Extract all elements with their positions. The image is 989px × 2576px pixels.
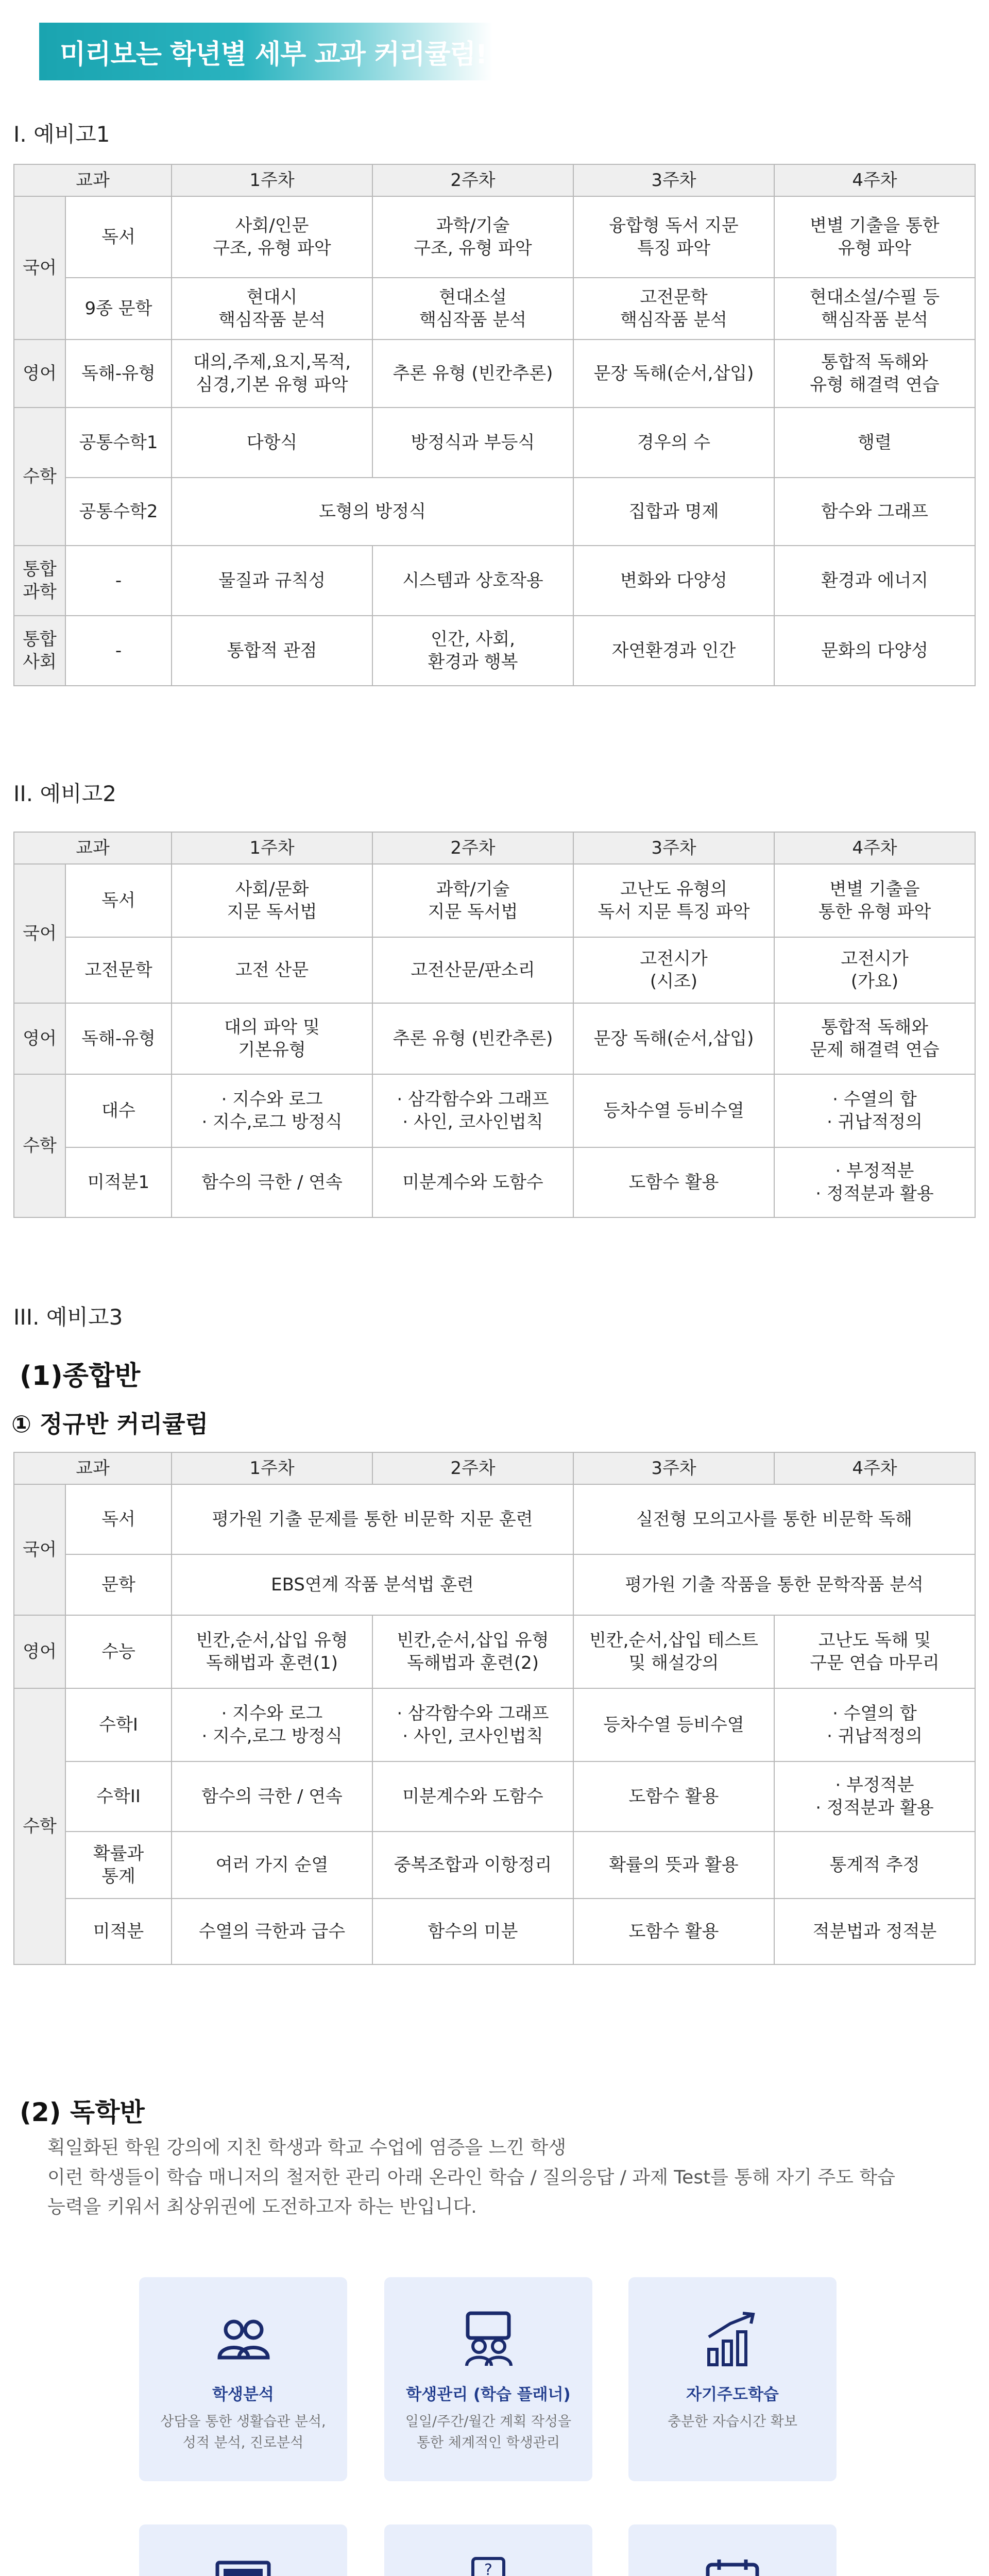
week-cell: 대의 파악 및 기본유형 bbox=[172, 1003, 372, 1074]
feature-card-title: 자기주도학습 bbox=[686, 2385, 779, 2404]
table-row bbox=[14, 1899, 975, 1964]
section-title-grade3: III. 예비고3 bbox=[13, 1304, 123, 1330]
week-cell: 함수의 극한 / 연속 bbox=[172, 1147, 372, 1217]
column-header: 2주차 bbox=[372, 164, 573, 196]
week-cell: 다항식 bbox=[172, 408, 372, 478]
week-cell: 사회/문화 지문 독서법 bbox=[172, 864, 372, 937]
svg-text:?: ? bbox=[484, 2561, 492, 2576]
sub-subject: - bbox=[65, 546, 172, 616]
curriculum-table-grade2 bbox=[13, 832, 976, 1218]
week-cell: 변별 기출을 통한 유형 파악 bbox=[774, 864, 975, 937]
week-cell: 고난도 독해 및 구문 연습 마무리 bbox=[774, 1615, 975, 1688]
sub-subject: 미적분1 bbox=[65, 1147, 172, 1217]
sub-subject: 독해-유형 bbox=[65, 1003, 172, 1074]
week-cell: 통합적 독해와 문제 해결력 연습 bbox=[774, 1003, 975, 1074]
week-cell: · 삼각함수와 그래프 · 사인, 코사인법칙 bbox=[372, 1074, 573, 1147]
column-header: 3주차 bbox=[573, 1452, 774, 1484]
table-row bbox=[14, 546, 975, 616]
week-cell: 문장 독해(순서,삽입) bbox=[573, 340, 774, 408]
week-cell: 추론 유형 (빈칸추론) bbox=[372, 1003, 573, 1074]
week-cell: 문장 독해(순서,삽입) bbox=[573, 1003, 774, 1074]
week-cell: 행렬 bbox=[774, 408, 975, 478]
week-cell: · 수열의 합 · 귀납적정의 bbox=[774, 1688, 975, 1761]
feature-card-desc: 충분한 자습시간 확보 bbox=[668, 2414, 797, 2430]
feature-card-desc: 상담을 통한 생활습관 분석, 성적 분석, 진로분석 bbox=[160, 2414, 326, 2451]
subject-group: 통합 과학 bbox=[14, 546, 65, 616]
feature-card bbox=[628, 2524, 837, 2576]
week-cell: 통계적 추정 bbox=[774, 1832, 975, 1899]
column-header: 4주차 bbox=[774, 832, 975, 864]
subject-group: 국어 bbox=[14, 1484, 65, 1615]
sub-subject: 수능 bbox=[65, 1615, 172, 1688]
sub-subject: 확률과 통계 bbox=[65, 1832, 172, 1899]
week-cell: 과학/기술 구조, 유형 파악 bbox=[372, 196, 573, 278]
column-header: 3주차 bbox=[573, 832, 774, 864]
week-cell: 통합적 독해와 유형 해결력 연습 bbox=[774, 340, 975, 408]
column-header: 4주차 bbox=[774, 1452, 975, 1484]
table-row bbox=[14, 616, 975, 686]
table-row bbox=[14, 1074, 975, 1147]
week-cell: 경우의 수 bbox=[573, 408, 774, 478]
table-row bbox=[14, 937, 975, 1003]
table-row bbox=[14, 864, 975, 937]
week-cell: 현대소설 핵심작품 분석 bbox=[372, 278, 573, 340]
monitor-icon bbox=[212, 2555, 274, 2576]
table-row bbox=[14, 1003, 975, 1074]
section-title-grade2: II. 예비고2 bbox=[13, 781, 116, 806]
column-header: 1주차 bbox=[172, 164, 372, 196]
feature-card bbox=[384, 2277, 592, 2481]
week-cell: · 삼각함수와 그래프 · 사인, 코사인법칙 bbox=[372, 1688, 573, 1761]
week-cell: · 지수와 로그 · 지수,로그 방정식 bbox=[172, 1074, 372, 1147]
table-row bbox=[14, 278, 975, 340]
sub-subject: 문학 bbox=[65, 1554, 172, 1615]
section-title-grade1: I. 예비고1 bbox=[13, 122, 110, 147]
subject-group: 수학 bbox=[14, 408, 65, 546]
sub-subject: 독해-유형 bbox=[65, 340, 172, 408]
column-header: 교과 bbox=[14, 1452, 172, 1484]
week-cell: 미분계수와 도함수 bbox=[372, 1147, 573, 1217]
week-cell: 고난도 유형의 독서 지문 특징 파악 bbox=[573, 864, 774, 937]
week-cell: 확률의 뜻과 활용 bbox=[573, 1832, 774, 1899]
week-cell: 빈칸,순서,삽입 유형 독해법과 훈련(1) bbox=[172, 1615, 372, 1688]
sub-subject: - bbox=[65, 616, 172, 686]
people-icon bbox=[212, 2308, 274, 2370]
counselor-icon bbox=[457, 2308, 519, 2370]
question-icon bbox=[457, 2555, 519, 2576]
sub-subject: 수학I bbox=[65, 1688, 172, 1761]
subject-group: 수학 bbox=[14, 1688, 65, 1964]
merged-cell: 실전형 모의고사를 통한 비문학 독해 bbox=[573, 1484, 975, 1554]
week-cell: 도함수 활용 bbox=[573, 1761, 774, 1832]
subject-group: 영어 bbox=[14, 1615, 65, 1688]
feature-card-title: 학생관리 (학습 플래너) bbox=[406, 2385, 571, 2404]
table-row bbox=[14, 1554, 975, 1615]
sub-subject: 공통수학1 bbox=[65, 408, 172, 478]
column-header: 3주차 bbox=[573, 164, 774, 196]
week-cell: · 부정적분 · 정적분과 활용 bbox=[774, 1761, 975, 1832]
merged-cell: EBS연계 작품 분석법 훈련 bbox=[172, 1554, 573, 1615]
week-cell: 적분법과 정적분 bbox=[774, 1899, 975, 1964]
week-cell: 고전 산문 bbox=[172, 937, 372, 1003]
calendar-icon bbox=[702, 2555, 763, 2576]
curriculum-table-grade3 bbox=[13, 1452, 976, 1965]
week-cell: 물질과 규칙성 bbox=[172, 546, 372, 616]
table-row bbox=[14, 408, 975, 478]
week-cell: 등차수열 등비수열 bbox=[573, 1074, 774, 1147]
week-cell: 중복조합과 이항정리 bbox=[372, 1832, 573, 1899]
column-header: 교과 bbox=[14, 164, 172, 196]
table-row bbox=[14, 478, 975, 546]
column-header: 1주차 bbox=[172, 1452, 372, 1484]
week-cell: 문화의 다양성 bbox=[774, 616, 975, 686]
table-row bbox=[14, 1615, 975, 1688]
sub-subject: 독서 bbox=[65, 864, 172, 937]
week-cell: 고전문학 핵심작품 분석 bbox=[573, 278, 774, 340]
week-cell: 과학/기술 지문 독서법 bbox=[372, 864, 573, 937]
week-cell: 함수와 그래프 bbox=[774, 478, 975, 546]
subject-group: 국어 bbox=[14, 864, 65, 1003]
feature-card bbox=[139, 2524, 347, 2576]
self-study-title: (2) 독학반 bbox=[20, 2097, 145, 2127]
subject-group: 국어 bbox=[14, 196, 65, 340]
curriculum-table-grade1 bbox=[13, 164, 976, 686]
week-cell: 빈칸,순서,삽입 유형 독해법과 훈련(2) bbox=[372, 1615, 573, 1688]
week-cell: · 수열의 합 · 귀납적정의 bbox=[774, 1074, 975, 1147]
week-cell: 사회/인문 구조, 유형 파악 bbox=[172, 196, 372, 278]
banner-title: 미리보는 학년별 세부 교과 커리큘럼! bbox=[60, 39, 487, 70]
table-row bbox=[14, 1761, 975, 1832]
week-cell: 환경과 에너지 bbox=[774, 546, 975, 616]
week-cell: 인간, 사회, 환경과 행복 bbox=[372, 616, 573, 686]
subject-group: 영어 bbox=[14, 340, 65, 408]
banner bbox=[39, 23, 492, 80]
week-cell: 고전시가 (시조) bbox=[573, 937, 774, 1003]
sub-subject: 대수 bbox=[65, 1074, 172, 1147]
week-cell: 도함수 활용 bbox=[573, 1147, 774, 1217]
week-cell: 현대소설/수필 등 핵심작품 분석 bbox=[774, 278, 975, 340]
week-cell: 수열의 극한과 급수 bbox=[172, 1899, 372, 1964]
column-header: 4주차 bbox=[774, 164, 975, 196]
week-cell: 변별 기출을 통한 유형 파악 bbox=[774, 196, 975, 278]
merged-cell: 평가원 기출 문제를 통한 비문학 지문 훈련 bbox=[172, 1484, 573, 1554]
week-cell: 고전시가 (가요) bbox=[774, 937, 975, 1003]
week-cell: 대의,주제,요지,목적, 심경,기본 유형 파악 bbox=[172, 340, 372, 408]
feature-card bbox=[139, 2277, 347, 2481]
merged-cell: 평가원 기출 작품을 통한 문학작품 분석 bbox=[573, 1554, 975, 1615]
table-row bbox=[14, 1484, 975, 1554]
week-cell: 함수의 극한 / 연속 bbox=[172, 1761, 372, 1832]
regular-curriculum-title: ① 정규반 커리큘럼 bbox=[11, 1410, 209, 1438]
merged-cell: 도형의 방정식 bbox=[172, 478, 573, 546]
week-cell: 시스템과 상호작용 bbox=[372, 546, 573, 616]
subject-group: 수학 bbox=[14, 1074, 65, 1217]
week-cell: 고전산문/판소리 bbox=[372, 937, 573, 1003]
column-header: 1주차 bbox=[172, 832, 372, 864]
sub-subject: 9종 문학 bbox=[65, 278, 172, 340]
week-cell: 함수의 미분 bbox=[372, 1899, 573, 1964]
feature-card bbox=[628, 2277, 837, 2481]
sub-subject: 독서 bbox=[65, 196, 172, 278]
week-cell: 융합형 독서 지문 특징 파악 bbox=[573, 196, 774, 278]
week-cell: 추론 유형 (빈칸추론) bbox=[372, 340, 573, 408]
table-row bbox=[14, 1688, 975, 1761]
column-header: 2주차 bbox=[372, 832, 573, 864]
sub-subject: 독서 bbox=[65, 1484, 172, 1554]
table-row bbox=[14, 196, 975, 278]
table-row bbox=[14, 1832, 975, 1899]
table-row bbox=[14, 340, 975, 408]
week-cell: 미분계수와 도함수 bbox=[372, 1761, 573, 1832]
subject-group: 통합 사회 bbox=[14, 616, 65, 686]
week-cell: 통합적 관점 bbox=[172, 616, 372, 686]
table-row bbox=[14, 1147, 975, 1217]
sub-subject: 공통수학2 bbox=[65, 478, 172, 546]
sub-subject: 고전문학 bbox=[65, 937, 172, 1003]
week-cell: 변화와 다양성 bbox=[573, 546, 774, 616]
self-study-description: 획일화된 학원 강의에 지친 학생과 학교 수업에 염증을 느낀 학생 이런 학생들이 학습 매니저의 철저한 관리 아래 온라인 학습 / 질의응답 / 과제 Test를 통해 자기 주도 학습 능력을 키워서 최상위권에 도전하고자 하는 반입니다. bbox=[47, 2137, 895, 2218]
week-cell: 등차수열 등비수열 bbox=[573, 1688, 774, 1761]
feature-card bbox=[384, 2524, 592, 2576]
week-cell: · 부정적분 · 정적분과 활용 bbox=[774, 1147, 975, 1217]
week-cell: 방정식과 부등식 bbox=[372, 408, 573, 478]
week-cell: 집합과 명제 bbox=[573, 478, 774, 546]
column-header: 교과 bbox=[14, 832, 172, 864]
feature-card-desc: 일일/주간/월간 계획 작성을 통한 체계적인 학생관리 bbox=[405, 2414, 572, 2451]
week-cell: 현대시 핵심작품 분석 bbox=[172, 278, 372, 340]
week-cell: 여러 가지 순열 bbox=[172, 1832, 372, 1899]
week-cell: 빈칸,순서,삽입 테스트 및 해설강의 bbox=[573, 1615, 774, 1688]
subject-group: 영어 bbox=[14, 1003, 65, 1074]
week-cell: 도함수 활용 bbox=[573, 1899, 774, 1964]
week-cell: · 지수와 로그 · 지수,로그 방정식 bbox=[172, 1688, 372, 1761]
sub-subject: 수학II bbox=[65, 1761, 172, 1832]
comprehensive-class-title: (1)종합반 bbox=[20, 1361, 141, 1392]
growth-chart-icon bbox=[702, 2308, 763, 2370]
week-cell: 자연환경과 인간 bbox=[573, 616, 774, 686]
sub-subject: 미적분 bbox=[65, 1899, 172, 1964]
feature-card-title: 학생분석 bbox=[212, 2385, 274, 2404]
column-header: 2주차 bbox=[372, 1452, 573, 1484]
